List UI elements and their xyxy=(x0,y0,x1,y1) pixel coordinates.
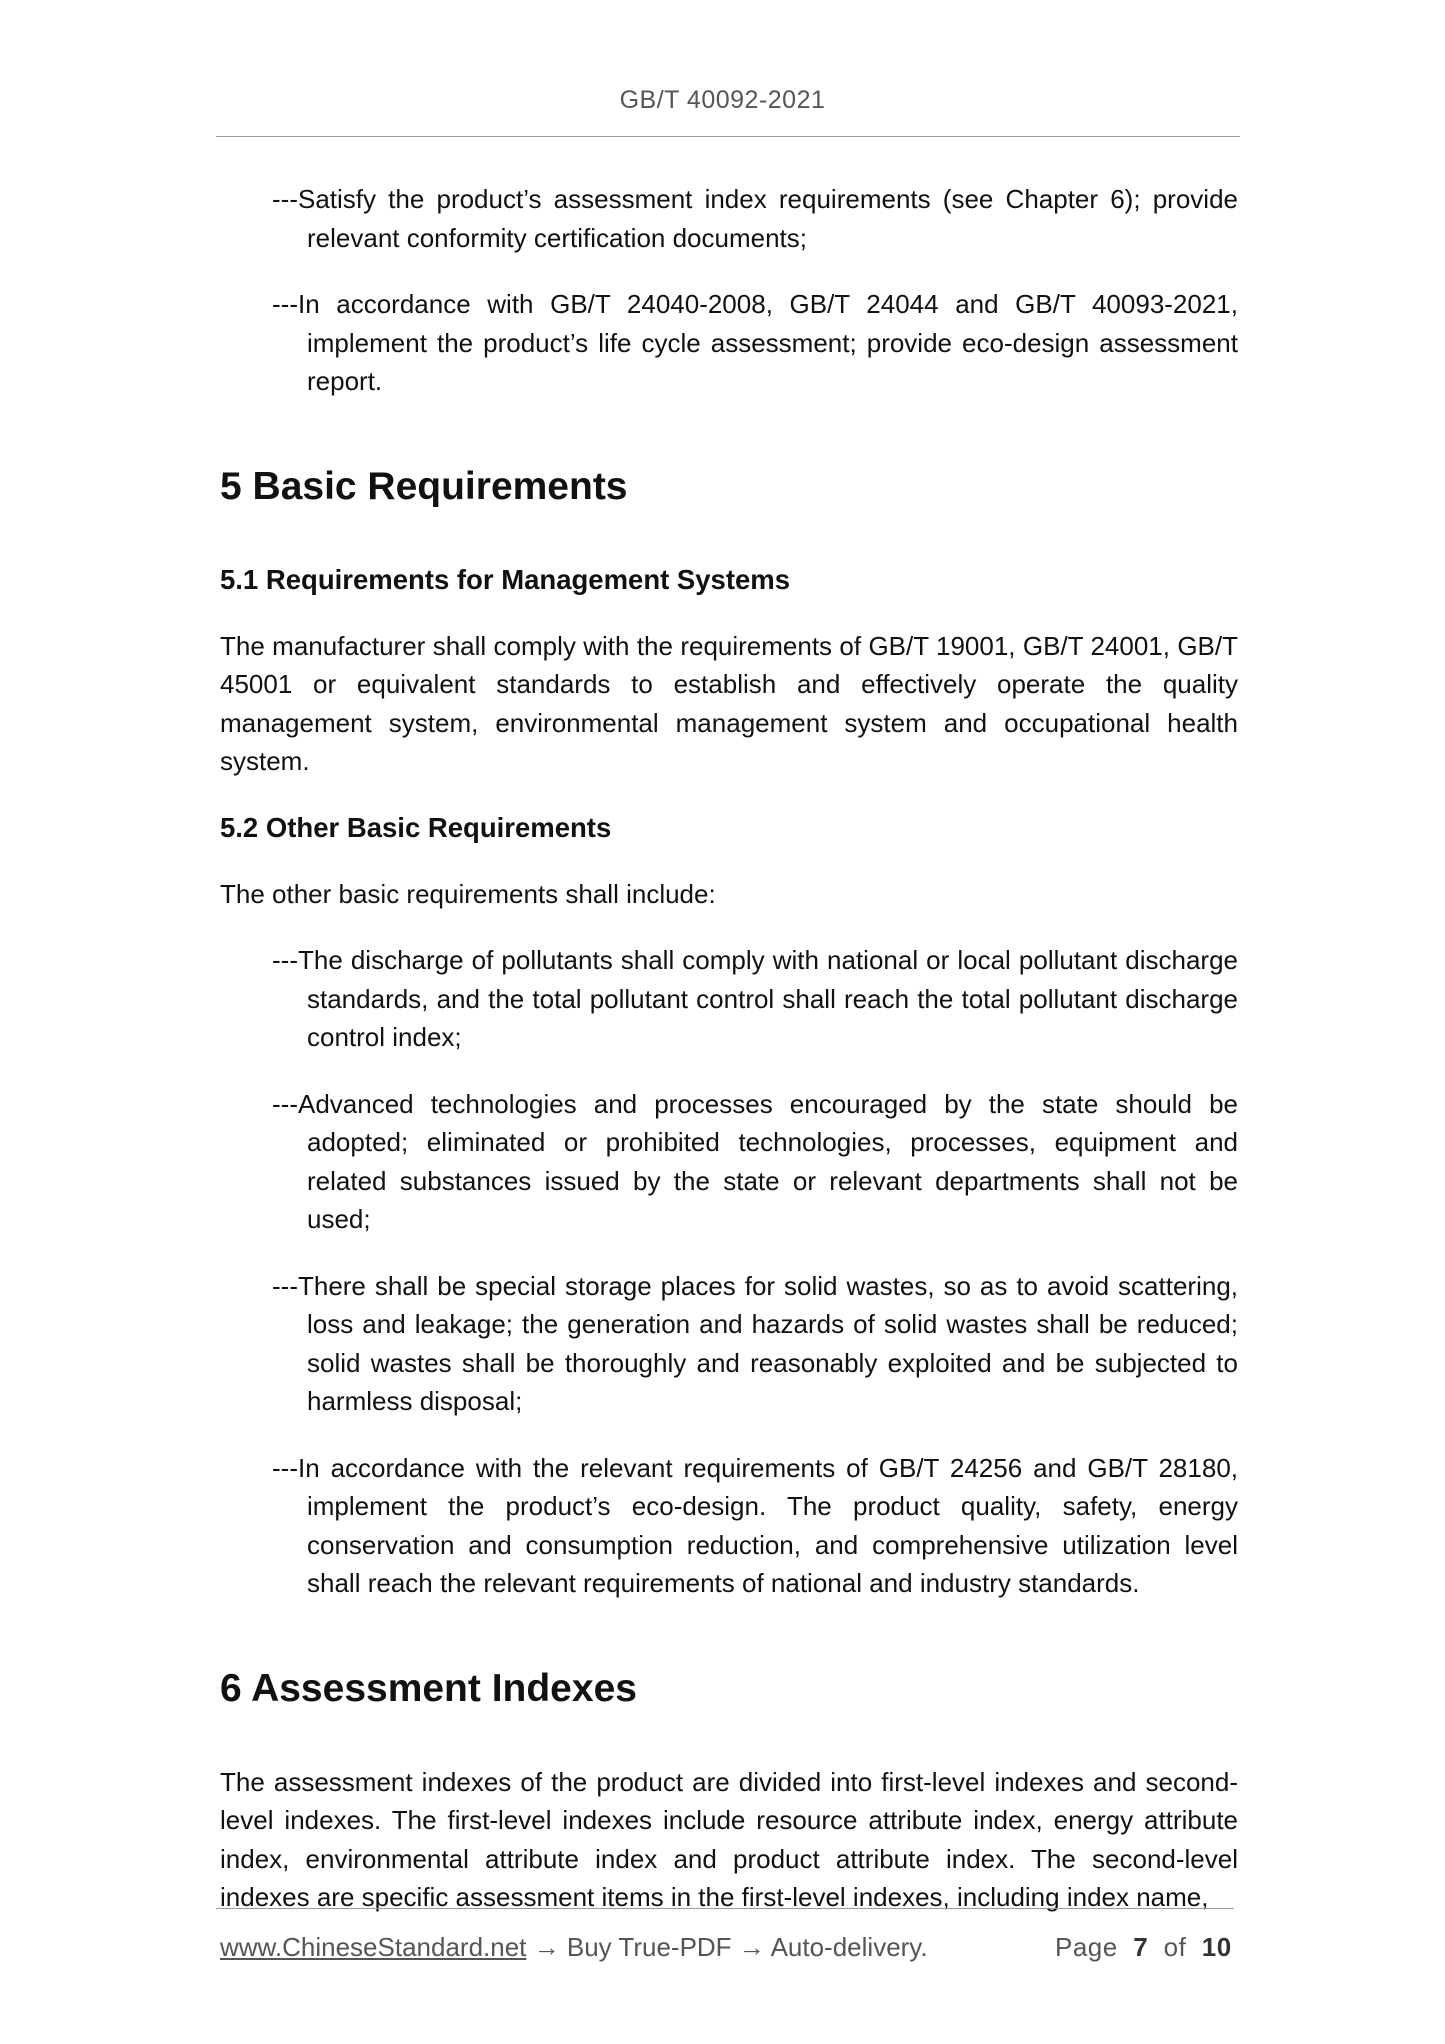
list-item: ---The discharge of pollutants shall comply with national or local pollutant discharge standards, and the total pollutant control shall reach the total pollutant discharge control index; xyxy=(272,945,1238,1052)
header-divider xyxy=(216,136,1240,137)
footer-promo-text: → Buy True-PDF → Auto-delivery. xyxy=(526,1932,928,1962)
section-5-heading: 5 Basic Requirements xyxy=(220,464,628,508)
section-6-text: The assessment indexes of the product are divided into first-level indexes and second-level indexes. The first-level indexes include resource attribute index, energy attribute index, environmental attribute index and product attribute index. The second-level indexes are specific assessment items in the first-level indexes, including index name, xyxy=(220,1766,1238,1912)
site-link[interactable]: www.ChineseStandard.net xyxy=(220,1932,527,1962)
list-item: ---In accordance with GB/T 24040-2008, GB/T 24044 and GB/T 40093-2021, implement the product’s life cycle assessment; provide eco-design assessment report. xyxy=(272,289,1238,396)
page-total: 10 xyxy=(1201,1932,1232,1962)
page-content xyxy=(220,180,1238,1945)
document-code-header: GB/T 40092-2021 xyxy=(619,86,826,114)
list-item: ---Advanced technologies and processes encouraged by the state should be adopted; eliminated or prohibited technologies, processes, equipment and related substances issued by the state or relevant departments shall not be used; xyxy=(272,1088,1238,1234)
section-5-1-text: The manufacturer shall comply with the requirements of GB/T 19001, GB/T 24001, GB/T 45001 or equivalent standards to establish and effectively operate the quality management system, environmental management system and occupational health system. xyxy=(220,630,1238,776)
page-current: 7 xyxy=(1133,1932,1149,1962)
footer-divider xyxy=(216,1908,1234,1909)
section-5-1-heading: 5.1 Requirements for Management Systems xyxy=(220,563,791,595)
section-6-heading: 6 Assessment Indexes xyxy=(220,1666,637,1710)
page-label: Page xyxy=(1055,1932,1118,1962)
page-indicator xyxy=(1055,1932,1232,1963)
page-of: of xyxy=(1163,1932,1187,1962)
footer-promo xyxy=(220,1932,928,1963)
list-item: ---Satisfy the product’s assessment index requirements (see Chapter 6); provide relevant conformity certification documents; xyxy=(272,184,1238,253)
list-item: ---In accordance with the relevant requirements of GB/T 24256 and GB/T 28180, implement the product’s eco-design. The product quality, safety, energy conservation and consumption reduction, and comprehensive utilization level shall reach the relevant requirements of national and industry standards. xyxy=(272,1452,1238,1598)
section-5-2-intro: The other basic requirements shall include: xyxy=(220,878,716,909)
list-item: ---There shall be special storage places for solid wastes, so as to avoid scattering, loss and leakage; the generation and hazards of solid wastes shall be reduced; solid wastes shall be thoroughly and reasonably exploited and be subjected to harmless disposal; xyxy=(272,1270,1238,1416)
section-5-2-heading: 5.2 Other Basic Requirements xyxy=(220,811,612,843)
